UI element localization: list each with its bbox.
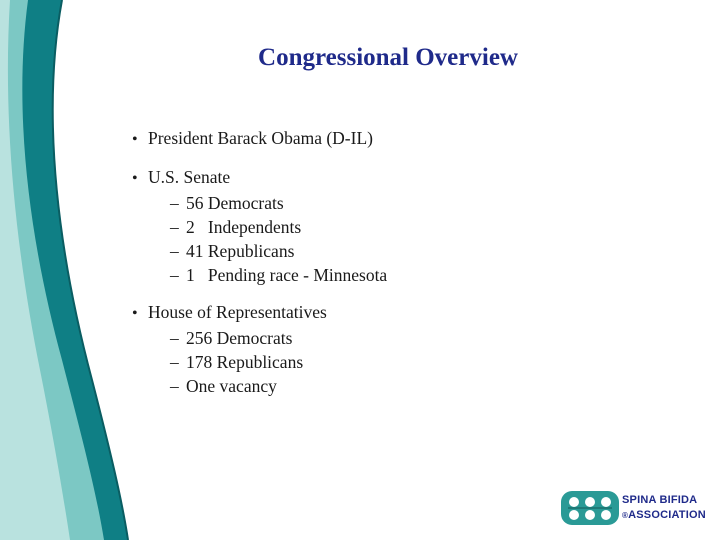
dash-icon: – — [170, 241, 179, 261]
bullet-dot-icon: • — [132, 170, 138, 187]
sub-list — [132, 326, 652, 398]
dash-icon: – — [170, 328, 179, 348]
left-decorative-waves — [0, 0, 130, 540]
dash-icon: – — [170, 265, 179, 285]
bullet-text: U.S. Senate — [148, 167, 231, 187]
sub-item-text: 2 Independents — [186, 217, 302, 237]
sub-item-text: 56 Democrats — [186, 193, 284, 213]
sub-item — [132, 350, 652, 374]
bullet-item — [132, 165, 652, 287]
logo-line-1: SPINA BIFIDA — [622, 494, 698, 506]
spina-bifida-logo — [560, 486, 710, 530]
bullet-text: President Barack Obama (D-IL) — [148, 128, 373, 148]
dash-icon: – — [170, 352, 179, 372]
sub-item-text: 1 Pending race - Minnesota — [186, 265, 388, 285]
logo-line-2: ASSOCIATION — [628, 509, 706, 521]
slide-title: Congressional Overview — [258, 44, 518, 71]
sb-logo-icon — [560, 488, 620, 528]
bullet-item — [132, 126, 652, 152]
sub-item — [132, 191, 652, 215]
sub-item — [132, 374, 652, 398]
sub-item-text: 178 Republicans — [186, 352, 304, 372]
logo-text — [622, 493, 706, 523]
sub-item-text: 41 Republicans — [186, 241, 295, 261]
sub-item — [132, 239, 652, 263]
registered-mark: ® — [622, 511, 629, 520]
bullet-dot-icon: • — [132, 305, 138, 322]
dash-icon: – — [170, 376, 179, 396]
sub-item-text: One vacancy — [186, 376, 277, 396]
sub-item — [132, 263, 652, 287]
sub-item-text: 256 Democrats — [186, 328, 293, 348]
bullet-text: House of Representatives — [148, 302, 327, 322]
sub-list — [132, 191, 652, 287]
sub-item — [132, 326, 652, 350]
dash-icon: – — [170, 217, 179, 237]
bullet-item — [132, 300, 652, 398]
sub-item — [132, 215, 652, 239]
bullet-dot-icon: • — [132, 131, 138, 148]
dash-icon: – — [170, 193, 179, 213]
bullet-list — [132, 126, 652, 411]
